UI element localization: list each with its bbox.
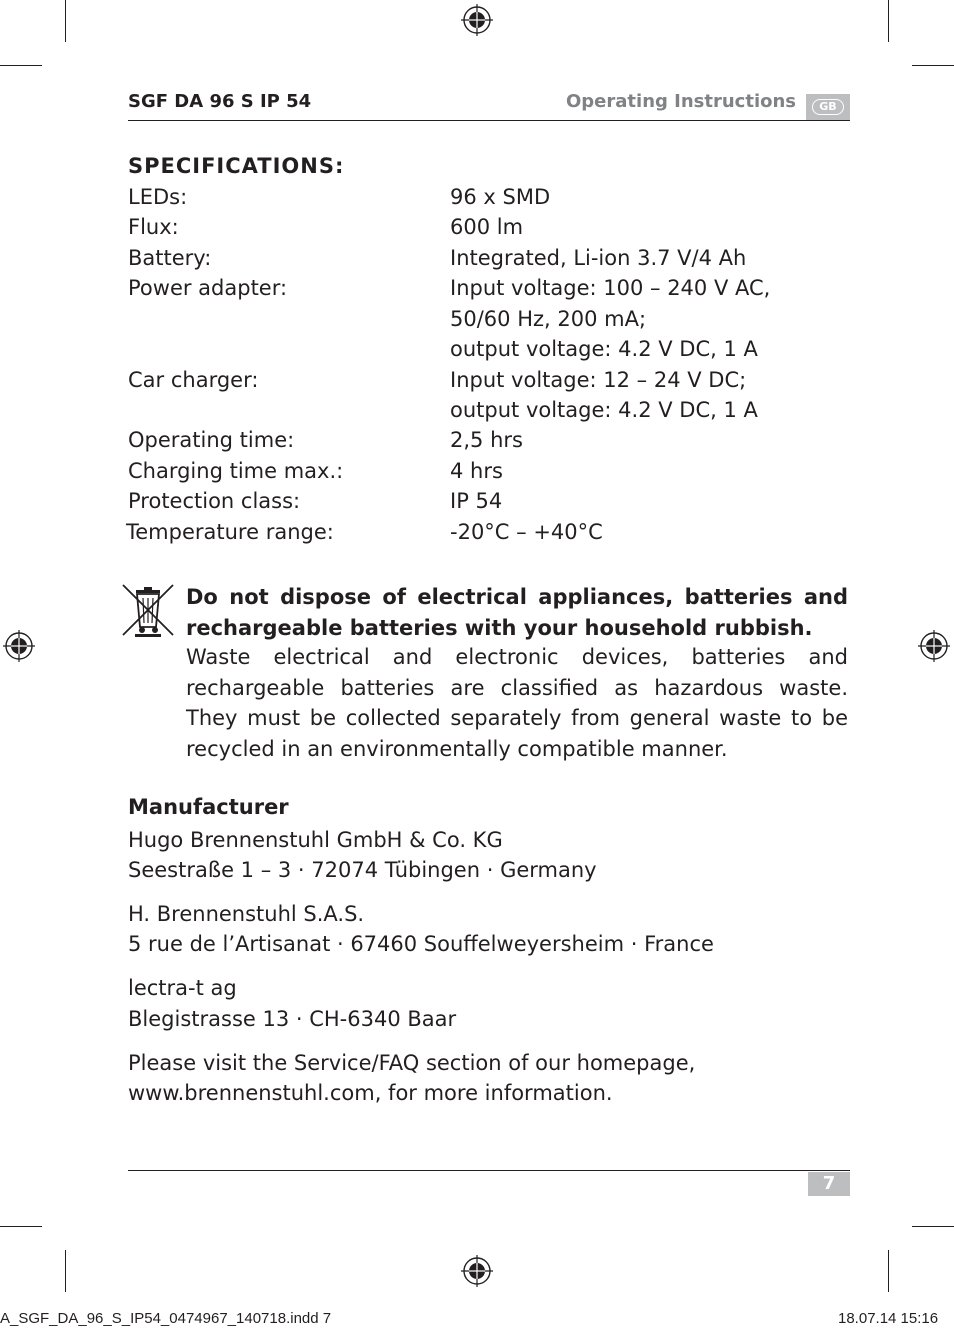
- spec-label: Car charger:: [128, 368, 259, 392]
- spec-value: output voltage: 4.2 V DC, 1 A: [450, 337, 758, 361]
- crossed-out-wheelie-bin-icon: [121, 583, 175, 637]
- spec-label: Power adapter:: [128, 276, 288, 300]
- specifications-heading: SPECIFICATIONS:: [128, 154, 345, 178]
- spec-label: Operating time:: [128, 428, 295, 452]
- manufacturer-line: Hugo Brennenstuhl GmbH & Co. KG: [128, 828, 503, 852]
- manufacturer-line: H. Brennenstuhl S.A.S.: [128, 902, 365, 926]
- spec-value: 2,5 hrs: [450, 428, 523, 452]
- spec-value: Integrated, Li-ion 3.7 V/4 Ah: [450, 246, 747, 270]
- language-badge-label: GB: [812, 99, 843, 115]
- service-info-line: www.brennenstuhl.com, for more information.: [128, 1081, 613, 1105]
- crop-mark: [888, 0, 889, 42]
- service-info-line: Please visit the Service/FAQ section of our homepage,: [128, 1051, 696, 1075]
- crop-mark: [65, 1250, 66, 1292]
- slug-date: 18.07.14 15:16: [838, 1310, 939, 1327]
- crop-mark: [912, 65, 954, 66]
- header-title: Operating Instructions: [566, 91, 797, 112]
- spec-label: Battery:: [128, 246, 212, 270]
- manufacturer-line: Seestraße 1 – 3 · 72074 Tübingen · Germany: [128, 858, 597, 882]
- spec-value: 50/60 Hz, 200 mA;: [450, 307, 647, 331]
- spec-value: Input voltage: 12 – 24 V DC;: [450, 368, 747, 392]
- crop-mark: [0, 1226, 42, 1227]
- crop-mark: [888, 1250, 889, 1292]
- spec-value: 600 lm: [450, 215, 524, 239]
- spec-label: Protection class:: [128, 489, 301, 513]
- spec-value: 4 hrs: [450, 459, 503, 483]
- page-number: 7: [808, 1172, 850, 1196]
- spec-label: LEDs:: [128, 185, 188, 209]
- spec-value: IP 54: [450, 489, 503, 513]
- spec-value: -20°C – +40°C: [450, 520, 603, 544]
- header-model: SGF DA 96 S IP 54: [128, 91, 312, 112]
- spec-value: output voltage: 4.2 V DC, 1 A: [450, 398, 758, 422]
- disposal-warning: Do not dispose of electrical appliances, batteries and rechargeable batteries with your household rubbish.: [186, 585, 848, 640]
- registration-mark-icon: [3, 630, 35, 662]
- manufacturer-line: Blegistrasse 13 · CH-6340 Baar: [128, 1007, 457, 1031]
- manufacturer-heading: Manufacturer: [128, 795, 289, 819]
- language-badge: [806, 94, 850, 120]
- crop-mark: [65, 0, 66, 42]
- footer-divider: [128, 1170, 850, 1171]
- spec-label: Temperature range:: [126, 520, 334, 544]
- registration-mark-icon: [461, 1255, 493, 1287]
- registration-mark-icon: [461, 4, 493, 36]
- manufacturer-line: lectra-t ag: [128, 976, 237, 1000]
- disposal-text: Waste electrical and electronic devices, batteries and rechargeable batteries are classified as hazardous waste. They must be collected separately from general waste to be recycled in an environmentally compatible manner.: [186, 645, 848, 761]
- crop-mark: [912, 1226, 954, 1227]
- header-divider: [128, 120, 850, 121]
- spec-value: Input voltage: 100 – 240 V AC,: [450, 276, 771, 300]
- crop-mark: [0, 65, 42, 66]
- spec-label: Charging time max.:: [128, 459, 344, 483]
- manufacturer-line: 5 rue de l’Artisanat · 67460 Souffelweyersheim · France: [128, 932, 714, 956]
- registration-mark-icon: [918, 630, 950, 662]
- spec-value: 96 x SMD: [450, 185, 551, 209]
- spec-label: Flux:: [128, 215, 179, 239]
- slug-filename: A_SGF_DA_96_S_IP54_0474967_140718.indd 7: [0, 1310, 332, 1327]
